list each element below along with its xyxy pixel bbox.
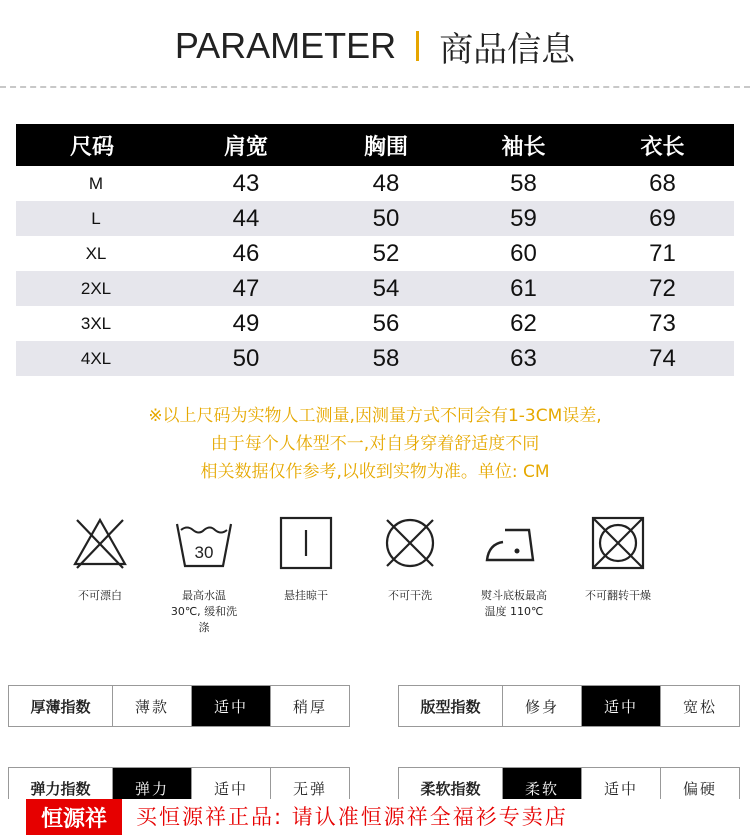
iron-icon bbox=[483, 514, 545, 570]
table-row bbox=[16, 271, 734, 306]
elasticity-option-medium: 适中 bbox=[191, 768, 270, 808]
elasticity-option-stretch: 弹力 bbox=[112, 768, 191, 808]
cell-shoulder: 43 bbox=[232, 169, 260, 197]
header-title-cn: 商品信息 bbox=[439, 29, 576, 70]
dashed-divider bbox=[0, 86, 750, 88]
care-label: 最高水温 30℃, 缓和洗涤 bbox=[170, 589, 238, 634]
care-label: 不可干洗 bbox=[388, 589, 432, 602]
cell-chest: 56 bbox=[372, 309, 400, 337]
no-tumble-dry-icon bbox=[587, 514, 649, 570]
cell-sleeve: 59 bbox=[456, 201, 591, 236]
size-table bbox=[16, 124, 734, 376]
care-instructions bbox=[0, 514, 750, 654]
no-bleach-icon bbox=[69, 514, 131, 570]
cell-sleeve: 63 bbox=[456, 341, 591, 376]
cell-sleeve: 60 bbox=[510, 239, 537, 267]
cell-sleeve: 61 bbox=[456, 271, 591, 306]
table-header-row bbox=[16, 124, 734, 166]
elasticity-index-title: 弹力指数 bbox=[30, 779, 91, 798]
care-item bbox=[251, 514, 361, 604]
footer-banner bbox=[0, 799, 750, 840]
cell-length: 73 bbox=[649, 309, 676, 337]
thickness-index bbox=[8, 685, 350, 727]
wash-temp-text: 30 bbox=[194, 543, 214, 562]
table-row bbox=[16, 236, 734, 271]
note-line: 相关数据仅作参考,以收到实物为准。单位: CM bbox=[200, 462, 550, 482]
measurement-note bbox=[0, 402, 750, 486]
page-header bbox=[0, 18, 750, 74]
fit-option-regular: 适中 bbox=[581, 686, 660, 726]
softness-option-medium: 适中 bbox=[581, 768, 660, 808]
cell-shoulder: 44 bbox=[176, 201, 316, 236]
cell-size: M bbox=[88, 173, 104, 193]
cell-sleeve: 58 bbox=[510, 169, 537, 197]
care-label: 不可翻转干燥 bbox=[585, 589, 651, 602]
thickness-option-medium: 适中 bbox=[191, 686, 270, 726]
thickness-index-title: 厚薄指数 bbox=[30, 697, 91, 716]
care-item bbox=[149, 514, 259, 636]
care-label: 悬挂晾干 bbox=[284, 589, 328, 602]
table-row bbox=[16, 201, 734, 236]
cell-size: L bbox=[16, 201, 176, 236]
fit-index-title: 版型指数 bbox=[420, 697, 481, 716]
cell-chest: 58 bbox=[316, 341, 456, 376]
cell-chest: 52 bbox=[372, 239, 400, 267]
fit-option-loose: 宽松 bbox=[660, 686, 739, 726]
cell-shoulder: 47 bbox=[176, 271, 316, 306]
cell-shoulder: 50 bbox=[176, 341, 316, 376]
care-item bbox=[45, 514, 155, 604]
no-dry-clean-icon bbox=[379, 514, 441, 570]
column-header-size: 尺码 bbox=[16, 124, 176, 166]
softness-index-title: 柔软指数 bbox=[420, 779, 481, 798]
cell-size: 3XL bbox=[80, 313, 112, 333]
cell-size: 4XL bbox=[16, 341, 176, 376]
brand-logo: 恒源祥 bbox=[26, 799, 122, 835]
line-dry-icon bbox=[275, 514, 337, 570]
care-item bbox=[459, 514, 569, 620]
table-row bbox=[16, 306, 734, 341]
care-item bbox=[563, 514, 673, 604]
fit-option-slim: 修身 bbox=[502, 686, 581, 726]
cell-length: 71 bbox=[649, 239, 676, 267]
brand-slogan: 买恒源祥正品: 请认准恒源祥全福衫专卖店 bbox=[136, 805, 568, 829]
table-row bbox=[16, 341, 734, 376]
note-line: ※以上尺码为实物人工测量,因测量方式不同会有1-3CM误差, bbox=[148, 406, 602, 426]
column-header-sleeve: 袖长 bbox=[456, 124, 591, 166]
cell-size: 2XL bbox=[16, 271, 176, 306]
cell-size: XL bbox=[85, 243, 107, 263]
column-header-chest: 胸围 bbox=[316, 124, 456, 166]
header-separator bbox=[416, 31, 419, 61]
table-row bbox=[16, 166, 734, 201]
cell-chest: 50 bbox=[316, 201, 456, 236]
fit-index bbox=[398, 685, 740, 727]
cell-shoulder: 46 bbox=[232, 239, 260, 267]
care-label: 不可漂白 bbox=[78, 589, 122, 602]
elasticity-option-none: 无弹 bbox=[270, 768, 349, 808]
cell-length: 72 bbox=[591, 271, 734, 306]
care-label: 熨斗底板最高温度 110℃ bbox=[481, 589, 547, 618]
cell-chest: 54 bbox=[316, 271, 456, 306]
cell-chest: 48 bbox=[372, 169, 400, 197]
wash-30-icon bbox=[173, 514, 235, 570]
header-title-en: PARAMETER bbox=[174, 25, 397, 66]
softness-option-soft: 柔软 bbox=[502, 768, 581, 808]
note-line: 由于每个人体型不一,对自身穿着舒适度不同 bbox=[210, 434, 540, 454]
cell-length: 74 bbox=[591, 341, 734, 376]
thickness-option-thick: 稍厚 bbox=[270, 686, 349, 726]
cell-sleeve: 62 bbox=[510, 309, 537, 337]
thickness-option-thin: 薄款 bbox=[112, 686, 191, 726]
column-header-length: 衣长 bbox=[591, 124, 734, 166]
cell-shoulder: 49 bbox=[232, 309, 260, 337]
care-item bbox=[355, 514, 465, 604]
cell-length: 69 bbox=[591, 201, 734, 236]
cell-length: 68 bbox=[649, 169, 676, 197]
softness-option-hard: 偏硬 bbox=[660, 768, 739, 808]
column-header-shoulder: 肩宽 bbox=[176, 124, 316, 166]
